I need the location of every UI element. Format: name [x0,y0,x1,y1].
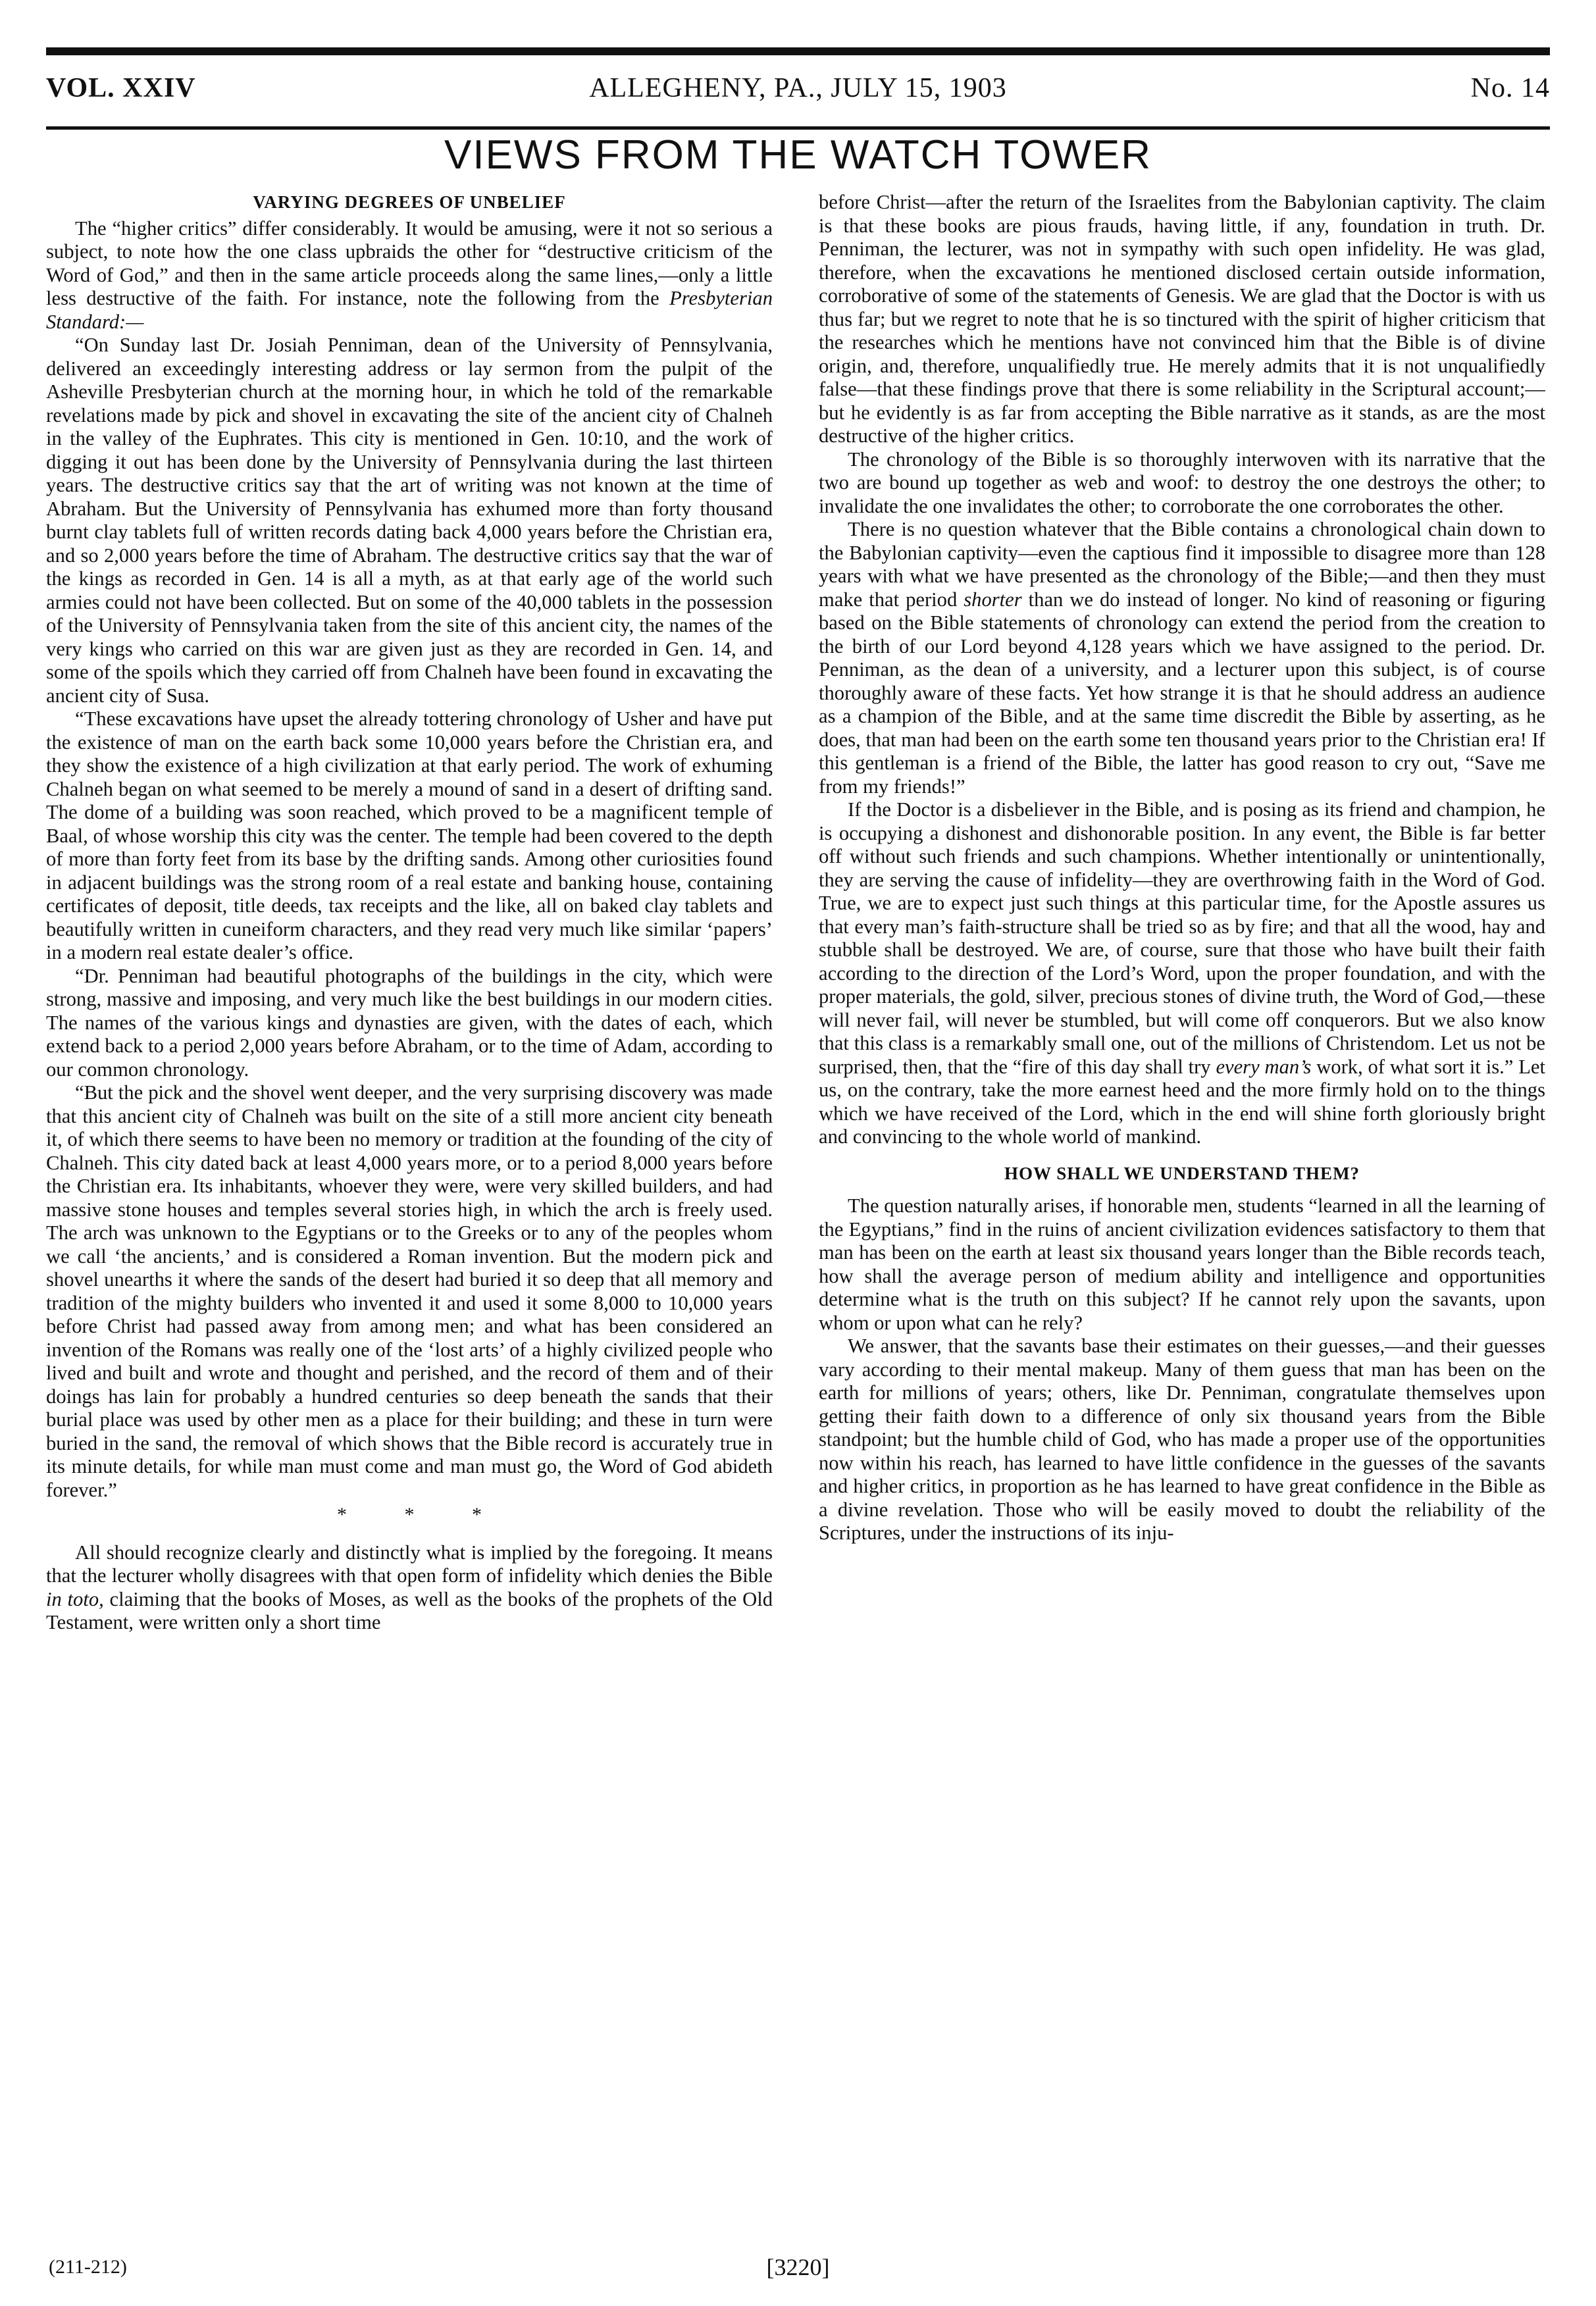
place-date: ALLEGHENY, PA., JULY 15, 1903 [589,73,1007,103]
volume-label: VOL. XXIV [46,73,196,103]
paragraph-text: The “higher critics” differ considerably. It would be amusing, were it not so serious a subject, to note how the one class upbraids the other for “destructive criticism of the Word of God,” and then in the same article proceeds along the same lines,—only a little less destructive of the faith. For instance, note the following from the [46,217,773,309]
section-heading: VARYING DEGREES OF UNBELIEF [253,192,566,212]
masthead-rule [46,126,1550,130]
paragraph-text: than we do instead of longer. No kind of reasoning or figuring based on the Bible statements of chronology can extend the period from the creation to the birth of our Lord beyond 4,128 years which we have assigned to the period. Dr. Penniman, as the dean of a university, and a lecturer upon this subject, is of course thoroughly aware of these facts. Yet how strange it is that he should address an audience as a champion of the Bible, and at the same time discredit the Bible by asserting, as he does, that man had been on the earth some ten thousand years prior to the Christian era! If this gentleman is a friend of the Bible, the latter has good reason to cry out, “Save me from my friends!” [819,588,1545,798]
top-rule [46,47,1550,55]
paragraph-text: If the Doctor is a disbeliever in the Bible, and is posing as its friend and champion, he is occupying a dishonest and dishonorable position. In any event, the Bible is far better off without such friends and such champions. Whether intentionally or unintentionally, they are serving the cause of infidelity—they are overthrowing faith in the Word of God. True, we are to expect just such things at this particular time, for the Apostle assures us that every man’s faith-structure shall be tried so as by fire; and that all the wood, hay and stubble shall be destroyed. We are, of course, sure that those who have built their faith according to the direction of the Lord’s Word, upon the proper foundation, and with the proper materials, the gold, silver, precious stones of divine truth, the Word of God,—these will never fail, will never be stumbled, but will come off conquerors. But we also know that this class is a remarkably small one, out of the millions of Christendom. Let us not be surprised, then, that the “fire of this day shall try [819,798,1545,1078]
paragraph-text: work, of what sort it is.” Let us, on the contrary, take the more earnest heed and the more firmly hold on to the things which we have received of the Lord, which in the end will shine forth gloriously bright and convincing to the whole world of mankind. [819,1055,1545,1148]
page-title: VIEWS FROM THE WATCH TOWER [444,132,1152,178]
section-heading: HOW SHALL WE UNDERSTAND THEM? [1004,1163,1360,1183]
paragraph: before Christ—after the return of the Israelites from the Babylonian captivity. The claim is that these books are pious frauds, having little, if any, foundation in truth. Dr. Penniman, the lecturer, was not in sympathy with such open infidelity. He was glad, therefore, when the excavations he mentioned disclosed certain outside information, corroborative of some of the statements of Genesis. We are glad that the Doctor is with us thus far; but we regret to note that he is so tinctured with the spirit of higher criticism that the researches which he mentions have not convinced him that the Bible is of divine origin, and, therefore, unqualifiedly true. He merely admits that it is not unqualifiedly false—that these findings prove that there is some reliability in the Scriptural account;—but he evidently is as far from accepting the Bible narrative as it stands, as are the most destructive of the higher critics. [819,191,1545,447]
section-separator: * * * [337,1504,508,1525]
italic-phrase: in toto, [46,1587,104,1610]
paragraph: The chronology of the Bible is so thoroughly interwoven with its narrative that the two are bound up together as web and woof: to destroy the one destroys the other; to invalidate the one invalidates the other; to corroborate the one corroborates the other. [819,448,1545,517]
italic-phrase: shorter [964,588,1022,611]
masthead [46,64,1550,117]
paragraph: We answer, that the savants base their estimates on their guesses,—and their guesses vary according to their mental makeup. Many of them guess that man has been on the earth for millions of years; others, like Dr. Penniman, congratulate themselves upon getting their faith down to a difference of only six thousand years from the Bible standpoint; but the humble child of God, who has made a proper use of the opportunities now within his reach, has learned to have little confidence in the guesses of the savants and higher critics, in proportion as he has learned to have great confidence in the Bible as a divine revelation. Those who will be easily moved to doubt the reliability of the Scriptures, under the instructions of its inju- [819,1335,1545,1544]
paragraph: “These excavations have upset the already tottering chronology of Usher and have put the existence of man on the earth back some 10,000 years before the Christian era, and they show the existence of a high civilization at that early period. The work of exhuming Chalneh began on what seemed to be merely a mound of sand in a desert of drifting sand. The dome of a building was soon reached, which proved to be a magnificent temple of Baal, of whose worship this city was the center. The temple had been covered to the depth of more than forty feet from its base by the drifting sands. Among other curiosities found in adjacent buildings was the strong room of a real estate and banking house, containing certificates of deposit, title deeds, tax receipts and the like, all on baked clay tablets and beautifully written in cuneiform characters, and they read very much like similar ‘papers’ in a modern real estate dealer’s office. [46,707,773,963]
page-range: (211-212) [49,2256,127,2278]
paragraph [819,518,1545,798]
issue-number: No. 14 [1470,73,1550,103]
paragraph-text: All should recognize clearly and distinctly what is implied by the foregoing. It means that the lecturer wholly disagrees with that open form of infidelity which denies the Bible [46,1541,773,1587]
paragraph [46,1541,773,1635]
paragraph: The question naturally arises, if honorable men, students “learned in all the learning of the Egyptians,” find in the ruins of ancient civilization evidences satisfactory to them that man has been on the earth at least six thousand years longer than the Bible records teach, how shall the average person of medium ability and intelligence and opportunities determine what is the truth on this subject? If he cannot rely upon the savants, upon whom or upon what can he rely? [819,1194,1545,1334]
page-number: [3220] [766,2254,830,2280]
paragraph-text: There is no question whatever that the Bible contains a chronological chain down to the Babylonian captivity—even the captious find it impossible to disagree more than 128 years with what we have presented as the chronology of the Bible;—and then they must make that period [819,518,1545,611]
paragraph: “But the pick and the shovel went deeper, and the very surprising discovery was made that this ancient city of Chalneh was built on the site of a still more ancient city beneath it, of which there seems to have been no memory or tradition at the founding of the city of Chalneh. This city dated back at least 4,000 years more, or to a period 8,000 years before the Christian era. Its inhabitants, whoever they were, were very skilled builders, and had massive stone houses and temples several stories high, in which the arch is freely used. The arch was unknown to the Egyptians or to the Greeks or to any of the peoples whom we call ‘the ancients,’ and is considered a Roman invention. But the modern pick and shovel unearths it where the sands of the desert had buried it so deep that all memory and tradition of the mighty builders who invented it and used it some 8,000 to 10,000 years before Christ had passed away from among men; and what has been considered an invention of the Romans was really one of the ‘lost arts’ of a highly civilized people who lived and built and wrote and thought and perished, and the record of them and of their doings has lain for probably a hundred centuries so deep beneath the sands that their burial place was used by other men as a place for their building; and these in turn were buried in the sand, the removal of which shows that the Bible record is accurately true in its minute details, for while man must come and man must go, the Word of God abideth forever.” [46,1081,773,1501]
right-column [819,191,1545,2231]
source-title: Presbyterian Standard:— [46,287,773,333]
italic-phrase: every man’s [1216,1055,1312,1078]
paragraph: “On Sunday last Dr. Josiah Penniman, dean of the University of Pennsylvania, delivered an exceedingly interesting address or lay sermon from the pulpit of the Asheville Presbyterian church at the morning hour, in which he told of the remarkable revelations made by pick and shovel in excavating the site of the ancient city of Chalneh in the valley of the Euphrates. This city is mentioned in Gen. 10:10, and the work of digging it out has been done by the University of Pennsylvania during the last thirteen years. The destructive critics say that the art of writing was not known at the time of Abraham. But the University of Pennsylvania has exhumed more than forty thousand burnt clay tablets full of written records dating back 4,000 years before the Christian era, and so 2,000 years before the time of Abraham. The destructive critics say that the war of the kings as recorded in Gen. 14 is all a myth, as at that early age of the world such armies could not have been collected. But on some of the 40,000 tablets in the possession of the University of Pennsylvania taken from the site of this ancient city, the names of the very kings who carried on this war are given just as they are recorded in Gen. 14, and some of the spoils which they carried off from Chalneh have been found in excavating the ancient city of Susa. [46,334,773,707]
paragraph [46,217,773,334]
left-column [46,191,773,2231]
paragraph-text: claiming that the books of Moses, as well as the books of the prophets of the Old Testament, were written only a short time [46,1587,773,1633]
paragraph: “Dr. Penniman had beautiful photographs of the buildings in the city, which were strong, massive and imposing, and very much like the best buildings in our modern cities. The names of the various kings and dynasties are given, with the dates of each, which extend back to a period 2,000 years before Abraham, or to the time of Adam, according to our common chronology. [46,964,773,1081]
paragraph [819,798,1545,1149]
